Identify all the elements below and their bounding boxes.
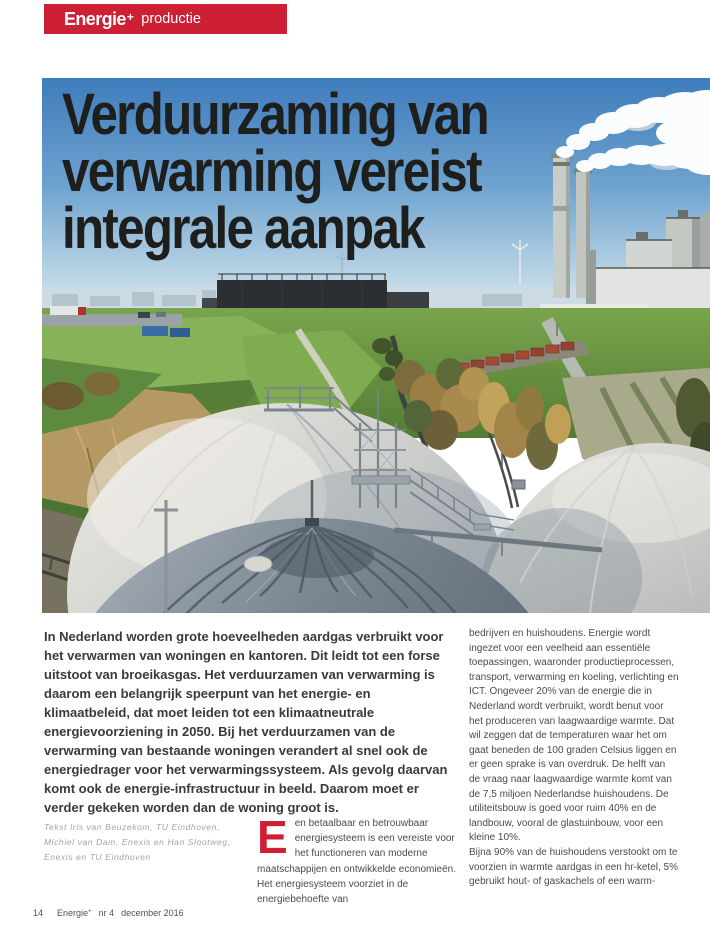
credits-line-1: Tekst Iris van Beuzekom, TU Eindhoven, bbox=[44, 822, 221, 832]
author-credits bbox=[44, 820, 244, 865]
title-line-3: integrale aanpak bbox=[62, 196, 424, 261]
title-line-2: verwarming vereist bbox=[62, 139, 481, 204]
body-text-middle: en betaalbaar en betrouwbaar energiesysteem is een vereiste voor het functioneren van moderne maatschappijen en ontwikkelde economieën. Het energiesysteem voorziet in de energiebehoefte van bbox=[257, 818, 457, 906]
section-label: productie bbox=[141, 10, 201, 27]
section-header-bar bbox=[44, 4, 287, 34]
logo-plus-icon: + bbox=[126, 10, 134, 24]
footer-issue-number: nr 4 bbox=[98, 908, 115, 918]
credits-line-2: Michiel van Dam, Enexis en Han Slootweg, bbox=[44, 837, 231, 847]
body-text-right-1: bedrijven en huishoudens. Energie wordt ingezet voor een veelheid aan essentiële toepassingen, waaronder productieprocessen, transport, verwarming en koeling, verlichting en ICT. Ongeveer 20% van de energie die in Nederland wordt verbruikt, wordt benut voor het produceren van laagwaardige warmte. Dat wil zeggen dat de temperaturen waar het om gaat beneden de 100 graden Celsius liggen en er geen sprake is van overdruk. De helft van de vraag naar laagwaardige warmte komt van de 7,5 miljoen Nederlandse huishoudens. De utiliteitsbouw is goed voor ruim 40% en de landbouw, vooral de glastuinbouw, voor een kleine 10%. bbox=[469, 628, 679, 844]
magazine-logo bbox=[64, 10, 133, 28]
logo-text: Energie bbox=[64, 9, 126, 29]
dropcap-letter: E bbox=[257, 811, 288, 863]
title-line-1: Verduurzaming van bbox=[62, 82, 488, 147]
footer-brand-plus-icon: + bbox=[88, 909, 92, 915]
page-number: 14 bbox=[33, 908, 44, 918]
credits-line-3: Enexis en TU Eindhoven bbox=[44, 852, 151, 862]
body-column-middle bbox=[257, 811, 457, 907]
body-column-right bbox=[469, 627, 679, 890]
hero-photo bbox=[42, 78, 710, 613]
article-intro: In Nederland worden grote hoeveelheden aardgas verbruikt voor het verwarmen van woningen en kantoren. Dit leidt tot een forse uitstoot van broeikasgas. Het verduurzamen van verwarming is daarom een belangrijk speerpunt van het energie- en klimaatbeleid, dat moet leiden tot een klimaatneutrale energievoorziening in 2050. Bij het verduurzamen van de verwarming van bestaande woningen verandert al snel ook de energiedrager voor het verwarmingssysteem. Als gevolg daarvan komt ook de energie-infrastructuur in beeld. Daarom moet er verder gekeken worden dan de woning groot is. bbox=[44, 629, 448, 815]
page-footer bbox=[33, 908, 184, 918]
footer-issue-date: december 2016 bbox=[121, 908, 184, 918]
footer-brand bbox=[57, 908, 92, 918]
article-title bbox=[62, 82, 488, 261]
footer-brand-text: Energie bbox=[57, 908, 89, 918]
body-text-right-2: Bijna 90% van de huishoudens verstookt om te voorzien in warmte aardgas in een hr-ketel, 5% gebruikt hout- of gaskachels of een warm- bbox=[469, 846, 678, 888]
